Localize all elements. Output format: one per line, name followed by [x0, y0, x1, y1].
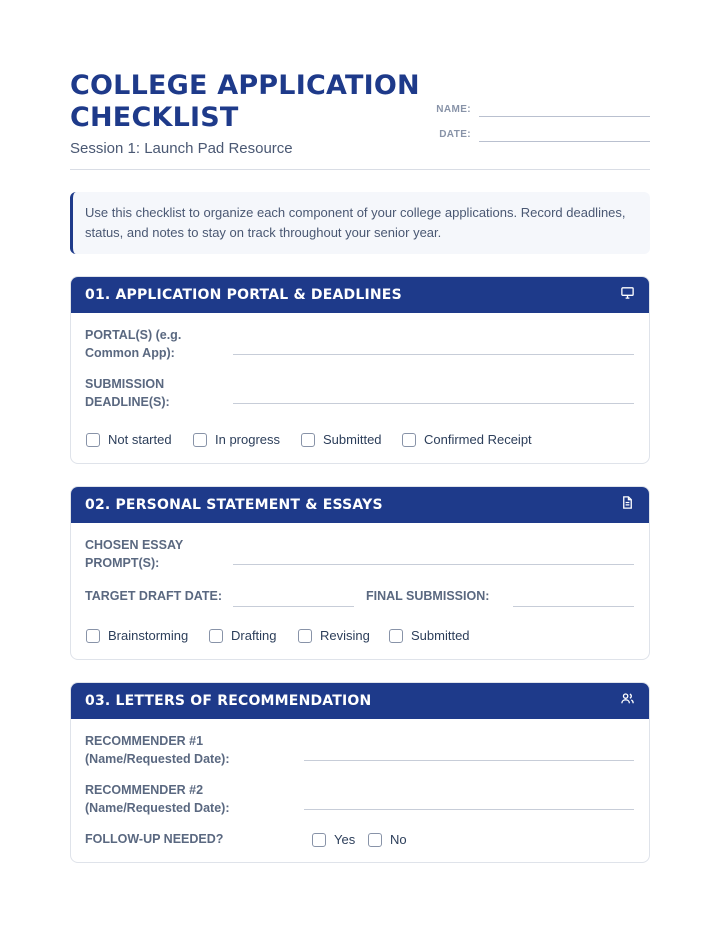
final-submission-input-line[interactable]	[513, 606, 634, 607]
document-icon	[620, 495, 635, 515]
checkbox-not-started[interactable]: Not started	[86, 432, 193, 447]
checkbox-box[interactable]	[301, 433, 315, 447]
deadline-input-line[interactable]	[233, 403, 634, 404]
date-input-line[interactable]	[479, 124, 650, 142]
section-title: 01. APPLICATION PORTAL & DEADLINES	[85, 287, 402, 303]
checkbox-box[interactable]	[402, 433, 416, 447]
users-icon	[620, 691, 635, 711]
checkbox-box[interactable]	[368, 833, 382, 847]
essay-checkbox-group	[86, 628, 470, 643]
checkbox-box[interactable]	[86, 433, 100, 447]
target-draft-label: TARGET DRAFT DATE:	[85, 589, 223, 603]
date-label: DATE:	[439, 129, 471, 140]
target-draft-input-line[interactable]	[233, 606, 354, 607]
checkbox-box[interactable]	[193, 433, 207, 447]
follow-up-checkbox-group	[312, 832, 407, 847]
name-input-line[interactable]	[479, 99, 650, 117]
checkbox-box[interactable]	[86, 629, 100, 643]
checkbox-drafting[interactable]: Drafting	[209, 628, 298, 643]
section-application-portal	[70, 276, 650, 464]
date-row	[435, 117, 650, 142]
checkbox-revising[interactable]: Revising	[298, 628, 389, 643]
checkbox-box[interactable]	[389, 629, 403, 643]
checkbox-submitted[interactable]: Submitted	[301, 432, 402, 447]
essay-prompt-input-line[interactable]	[233, 564, 634, 565]
checkbox-no[interactable]: No	[368, 832, 407, 847]
checkbox-submitted[interactable]: Submitted	[389, 628, 470, 643]
checkbox-box[interactable]	[298, 629, 312, 643]
deadline-label: SUBMISSION DEADLINE(S):	[85, 377, 170, 409]
checkbox-in-progress[interactable]: In progress	[193, 432, 301, 447]
name-label: NAME:	[436, 104, 471, 115]
section-header	[71, 683, 649, 719]
section-title: 02. PERSONAL STATEMENT & ESSAYS	[85, 497, 383, 513]
recommender-1-input-line[interactable]	[304, 760, 634, 761]
page-title: COLLEGE APPLICATION CHECKLIST	[70, 70, 420, 133]
recommender-2-label: RECOMMENDER #2 (Name/Requested Date):	[85, 783, 230, 815]
page-header	[70, 70, 650, 170]
recommender-1-label: RECOMMENDER #1 (Name/Requested Date):	[85, 734, 230, 766]
final-submission-label: FINAL SUBMISSION:	[366, 589, 490, 603]
monitor-icon	[620, 285, 635, 305]
status-checkbox-group	[86, 432, 532, 447]
recommender-2-input-line[interactable]	[304, 809, 634, 810]
section-personal-statement	[70, 486, 650, 660]
checkbox-brainstorming[interactable]: Brainstorming	[86, 628, 209, 643]
section-title: 03. LETTERS OF RECOMMENDATION	[85, 693, 372, 709]
essay-prompt-label: CHOSEN ESSAY PROMPT(S):	[85, 538, 183, 570]
checkbox-yes[interactable]: Yes	[312, 832, 368, 847]
name-row	[435, 92, 650, 117]
checkbox-confirmed-receipt[interactable]: Confirmed Receipt	[402, 432, 532, 447]
checkbox-box[interactable]	[312, 833, 326, 847]
section-header	[71, 487, 649, 523]
follow-up-label: FOLLOW-UP NEEDED?	[85, 832, 224, 846]
checkbox-box[interactable]	[209, 629, 223, 643]
portal-label: PORTAL(S) (e.g. Common App):	[85, 328, 182, 360]
portal-input-line[interactable]	[233, 354, 634, 355]
section-letters-of-recommendation	[70, 682, 650, 863]
name-date-block	[435, 92, 650, 142]
section-header	[71, 277, 649, 313]
intro-callout: Use this checklist to organize each component of your college applications. Record deadlines, status, and notes to stay on track throughout your senior year.	[70, 192, 650, 254]
page-subtitle: Session 1: Launch Pad Resource	[70, 140, 293, 157]
